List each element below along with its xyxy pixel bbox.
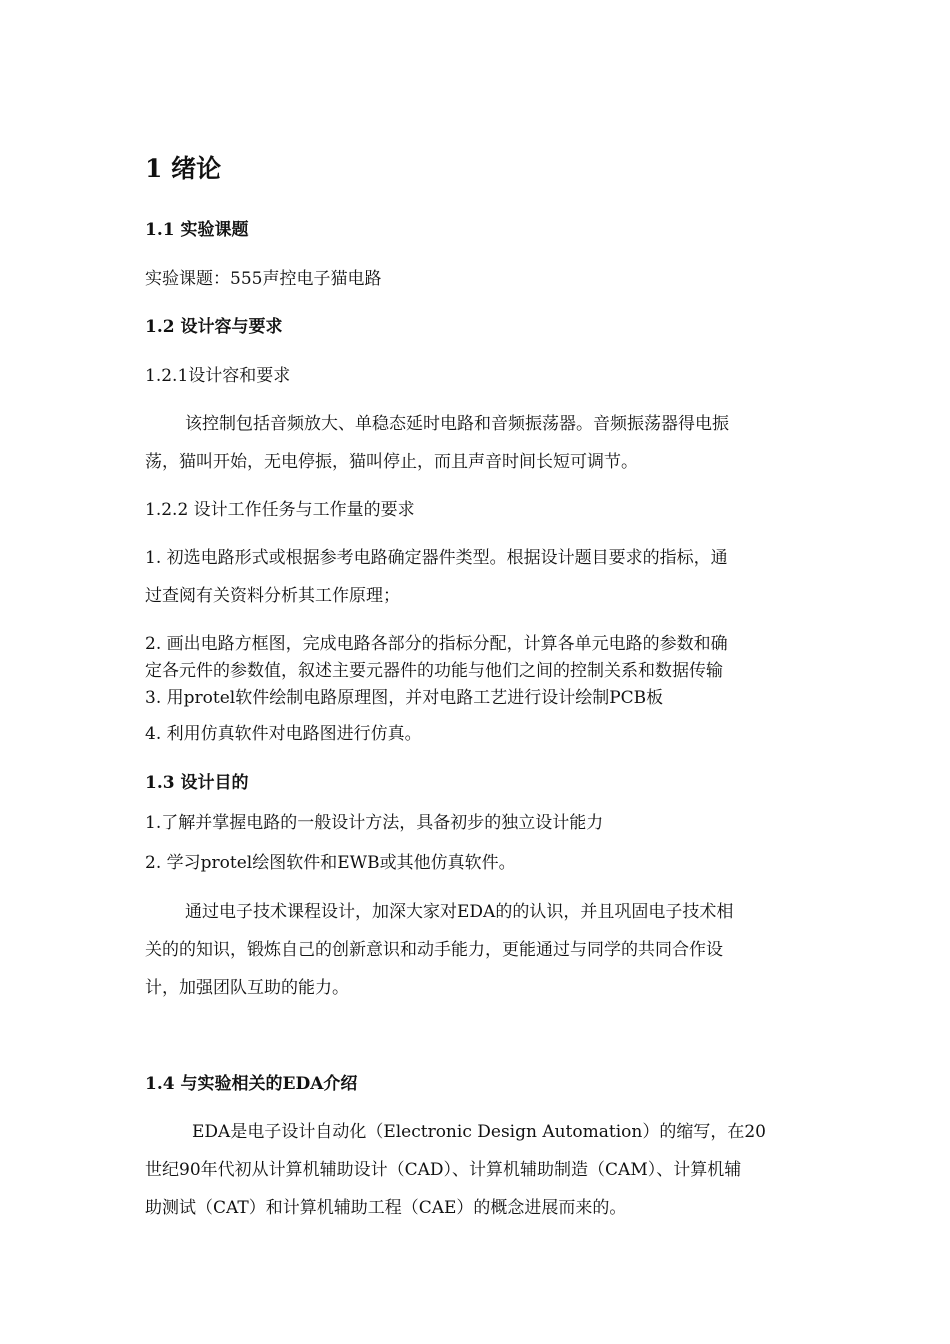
section-1-1-heading: 1.1 实验课题 bbox=[145, 220, 249, 240]
section-1-3-para-line-1: 通过电子技术课程设计，加深大家对EDA的的认识，并且巩固电子技术相 bbox=[185, 902, 734, 922]
section-1-3-para-line-2: 关的的知识，锻炼自己的创新意识和动手能力，更能通过与同学的共同合作设 bbox=[145, 940, 723, 960]
requirement-2-line-1: 2. 画出电路方框图，完成电路各部分的指标分配，计算各单元电路的参数和确 bbox=[145, 634, 728, 654]
section-1-2-1-heading: 1.2.1设计容和要求 bbox=[145, 366, 291, 386]
objective-1: 1.了解并掌握电路的一般设计方法，具备初步的独立设计能力 bbox=[145, 813, 604, 833]
section-1-2-1-line-2: 荡，猫叫开始，无电停振，猫叫停止，而且声音时间长短可调节。 bbox=[145, 452, 638, 472]
section-1-3-heading: 1.3 设计目的 bbox=[145, 773, 249, 793]
requirement-1-line-1: 1. 初选电路形式或根据参考电路确定器件类型。根据设计题目要求的指标，通 bbox=[145, 548, 728, 568]
section-1-4-para-line-1: EDA是电子设计自动化（Electronic Design Automation）的缩写，在20 bbox=[192, 1122, 766, 1142]
requirement-1-line-2: 过查阅有关资料分析其工作原理； bbox=[145, 586, 400, 606]
section-1-2-1-line-1: 该控制包括音频放大、单稳态延时电路和音频振荡器。音频振荡器得电振 bbox=[185, 414, 729, 434]
section-1-4-para-line-3: 助测试（CAT）和计算机辅助工程（CAE）的概念进展而来的。 bbox=[145, 1198, 627, 1218]
requirement-3: 3. 用protel软件绘制电路原理图，并对电路工艺进行设计绘制PCB板 bbox=[145, 688, 664, 708]
objective-2: 2. 学习protel绘图软件和EWB或其他仿真软件。 bbox=[145, 853, 516, 873]
section-1-3-para-line-3: 计，加强团队互助的能力。 bbox=[145, 978, 349, 998]
section-1-2-heading: 1.2 设计容与要求 bbox=[145, 317, 283, 337]
section-1-4-para-line-2: 世纪90年代初从计算机辅助设计（CAD）、计算机辅助制造（CAM）、计算机辅 bbox=[145, 1160, 742, 1180]
section-1-4-heading: 1.4 与实验相关的EDA介绍 bbox=[145, 1074, 358, 1094]
requirement-2-line-2: 定各元件的参数值，叙述主要元器件的功能与他们之间的控制关系和数据传输 bbox=[145, 661, 723, 681]
section-1-1-text: 实验课题：555声控电子猫电路 bbox=[145, 269, 382, 289]
section-1-2-2-heading: 1.2.2 设计工作任务与工作量的要求 bbox=[145, 500, 415, 520]
requirement-4: 4. 利用仿真软件对电路图进行仿真。 bbox=[145, 724, 422, 744]
chapter-title: 1 绪论 bbox=[145, 154, 222, 183]
